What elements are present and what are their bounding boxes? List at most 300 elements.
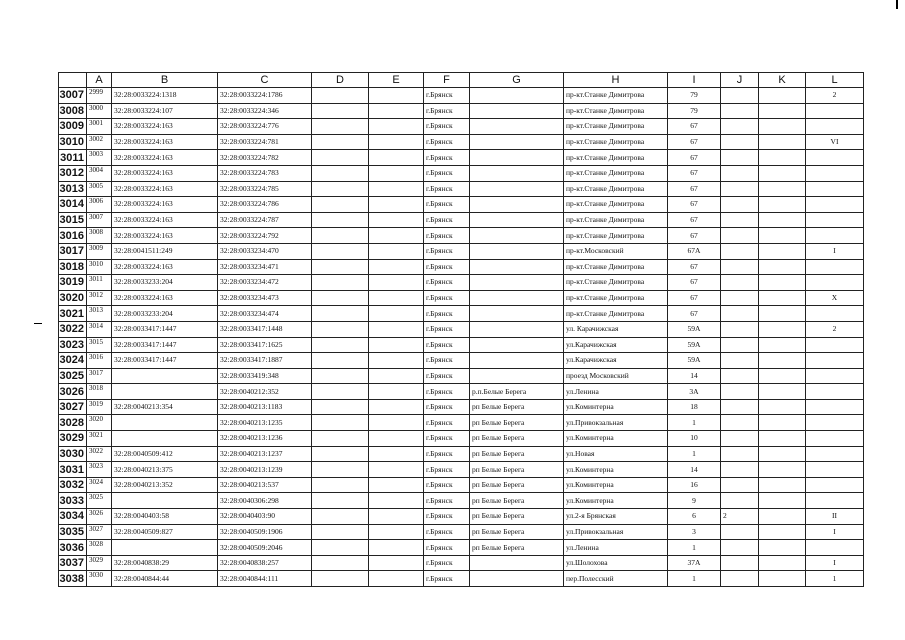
cell-street[interactable]: пер.Полесский	[564, 571, 668, 587]
row-number[interactable]: 3034	[59, 509, 87, 525]
cell-d[interactable]	[312, 119, 369, 135]
cell-l[interactable]: I	[806, 555, 864, 571]
cell-e[interactable]	[369, 103, 424, 119]
cell-parcel[interactable]: 32:28:0040509:827	[112, 524, 218, 540]
cell-parcel[interactable]: 32:28:0033224:163	[112, 212, 218, 228]
cell-house[interactable]: 67	[668, 181, 721, 197]
cell-j[interactable]	[721, 368, 759, 384]
cell-house[interactable]: 1	[668, 446, 721, 462]
cell-parcel[interactable]: 32:28:0033224:163	[112, 150, 218, 166]
cell-k[interactable]	[759, 555, 806, 571]
cell-d[interactable]	[312, 399, 369, 415]
cell-street[interactable]: ул. Карачижская	[564, 321, 668, 337]
cell-cadastral[interactable]: 32:28:0040509:1906	[218, 524, 312, 540]
cell-house[interactable]: 67	[668, 212, 721, 228]
cell-l[interactable]	[806, 228, 864, 244]
cell-cadastral[interactable]: 32:28:0033224:787	[218, 212, 312, 228]
cell-j[interactable]	[721, 571, 759, 587]
cell-k[interactable]	[759, 197, 806, 213]
cell-seq[interactable]: 3022	[87, 446, 112, 462]
cell-k[interactable]	[759, 275, 806, 291]
cell-parcel[interactable]	[112, 431, 218, 447]
cell-parcel[interactable]: 32:28:0033224:163	[112, 181, 218, 197]
cell-d[interactable]	[312, 353, 369, 369]
cell-cadastral[interactable]: 32:28:0033224:346	[218, 103, 312, 119]
cell-j[interactable]	[721, 399, 759, 415]
cell-cadastral[interactable]: 32:28:0033224:785	[218, 181, 312, 197]
cell-street[interactable]: ул.Коминтерна	[564, 431, 668, 447]
cell-seq[interactable]: 3017	[87, 368, 112, 384]
cell-l[interactable]	[806, 493, 864, 509]
cell-l[interactable]	[806, 384, 864, 400]
cell-city[interactable]: г.Брянск	[424, 88, 470, 104]
cell-street[interactable]: пр-кт.Станке Димитрова	[564, 165, 668, 181]
cell-l[interactable]	[806, 212, 864, 228]
cell-parcel[interactable]: 32:28:0033417:1447	[112, 321, 218, 337]
cell-j[interactable]	[721, 321, 759, 337]
cell-l[interactable]	[806, 197, 864, 213]
column-header-h[interactable]: H	[564, 73, 668, 88]
cell-e[interactable]	[369, 399, 424, 415]
cell-d[interactable]	[312, 493, 369, 509]
cell-seq[interactable]: 3004	[87, 165, 112, 181]
cell-house[interactable]: 67	[668, 119, 721, 135]
cell-e[interactable]	[369, 540, 424, 556]
cell-l[interactable]: 2	[806, 88, 864, 104]
cell-e[interactable]	[369, 259, 424, 275]
column-header-b[interactable]: B	[112, 73, 218, 88]
cell-seq[interactable]: 3000	[87, 103, 112, 119]
cell-e[interactable]	[369, 384, 424, 400]
cell-house[interactable]: 18	[668, 399, 721, 415]
cell-j[interactable]	[721, 88, 759, 104]
row-number[interactable]: 3010	[59, 134, 87, 150]
cell-e[interactable]	[369, 509, 424, 525]
cell-d[interactable]	[312, 571, 369, 587]
cell-street[interactable]: ул.Коминтерна	[564, 462, 668, 478]
column-header-j[interactable]: J	[721, 73, 759, 88]
cell-cadastral[interactable]: 32:28:0033234:470	[218, 243, 312, 259]
cell-d[interactable]	[312, 103, 369, 119]
cell-j[interactable]	[721, 337, 759, 353]
cell-e[interactable]	[369, 243, 424, 259]
cell-e[interactable]	[369, 321, 424, 337]
cell-street[interactable]: ул.Шолохова	[564, 555, 668, 571]
cell-seq[interactable]: 3028	[87, 540, 112, 556]
cell-e[interactable]	[369, 306, 424, 322]
cell-city[interactable]: г.Брянск	[424, 337, 470, 353]
cell-k[interactable]	[759, 571, 806, 587]
cell-e[interactable]	[369, 493, 424, 509]
cell-j[interactable]	[721, 243, 759, 259]
cell-e[interactable]	[369, 446, 424, 462]
cell-d[interactable]	[312, 368, 369, 384]
cell-d[interactable]	[312, 197, 369, 213]
cell-seq[interactable]: 3003	[87, 150, 112, 166]
cell-j[interactable]	[721, 150, 759, 166]
cell-k[interactable]	[759, 243, 806, 259]
cell-house[interactable]: 67	[668, 165, 721, 181]
cell-street[interactable]: ул.2-я Брянская	[564, 509, 668, 525]
cell-k[interactable]	[759, 353, 806, 369]
cell-k[interactable]	[759, 306, 806, 322]
cell-seq[interactable]: 3002	[87, 134, 112, 150]
cell-seq[interactable]: 3015	[87, 337, 112, 353]
cell-house[interactable]: 3А	[668, 384, 721, 400]
cell-street[interactable]: ул.Ленина	[564, 540, 668, 556]
column-header-g[interactable]: G	[470, 73, 564, 88]
cell-l[interactable]	[806, 399, 864, 415]
cell-settlement[interactable]: рп Белые Берега	[470, 540, 564, 556]
cell-city[interactable]: г.Брянск	[424, 306, 470, 322]
cell-settlement[interactable]: р.п.Белые Берега	[470, 384, 564, 400]
cell-l[interactable]	[806, 446, 864, 462]
cell-house[interactable]: 14	[668, 462, 721, 478]
cell-city[interactable]: г.Брянск	[424, 540, 470, 556]
cell-d[interactable]	[312, 88, 369, 104]
cell-cadastral[interactable]: 32:28:0033234:472	[218, 275, 312, 291]
cell-seq[interactable]: 3019	[87, 399, 112, 415]
cell-j[interactable]	[721, 555, 759, 571]
cell-l[interactable]	[806, 540, 864, 556]
cell-house[interactable]: 59А	[668, 321, 721, 337]
cell-e[interactable]	[369, 555, 424, 571]
cell-l[interactable]: 2	[806, 321, 864, 337]
cell-city[interactable]: г.Брянск	[424, 197, 470, 213]
cell-k[interactable]	[759, 134, 806, 150]
cell-house[interactable]: 67	[668, 150, 721, 166]
cell-house[interactable]: 3	[668, 524, 721, 540]
column-header-d[interactable]: D	[312, 73, 369, 88]
row-number[interactable]: 3024	[59, 353, 87, 369]
cell-parcel[interactable]: 32:28:0040403:58	[112, 509, 218, 525]
cell-house[interactable]: 14	[668, 368, 721, 384]
row-number[interactable]: 3026	[59, 384, 87, 400]
cell-k[interactable]	[759, 509, 806, 525]
row-number[interactable]: 3037	[59, 555, 87, 571]
cell-e[interactable]	[369, 524, 424, 540]
cell-house[interactable]: 16	[668, 477, 721, 493]
cell-seq[interactable]: 3026	[87, 509, 112, 525]
cell-seq[interactable]: 3009	[87, 243, 112, 259]
cell-d[interactable]	[312, 165, 369, 181]
cell-l[interactable]	[806, 431, 864, 447]
cell-city[interactable]: г.Брянск	[424, 353, 470, 369]
cell-e[interactable]	[369, 431, 424, 447]
cell-k[interactable]	[759, 259, 806, 275]
cell-d[interactable]	[312, 275, 369, 291]
row-number[interactable]: 3036	[59, 540, 87, 556]
cell-street[interactable]: пр-кт.Станке Димитрова	[564, 103, 668, 119]
cell-parcel[interactable]: 32:28:0040213:354	[112, 399, 218, 415]
cell-e[interactable]	[369, 212, 424, 228]
cell-settlement[interactable]: рп Белые Берега	[470, 493, 564, 509]
cell-d[interactable]	[312, 212, 369, 228]
cell-j[interactable]	[721, 197, 759, 213]
cell-e[interactable]	[369, 477, 424, 493]
cell-city[interactable]: г.Брянск	[424, 275, 470, 291]
row-number[interactable]: 3017	[59, 243, 87, 259]
cell-j[interactable]	[721, 493, 759, 509]
row-number[interactable]: 3015	[59, 212, 87, 228]
cell-parcel[interactable]: 32:28:0040509:412	[112, 446, 218, 462]
cell-settlement[interactable]: рп Белые Берега	[470, 415, 564, 431]
cell-street[interactable]: пр-кт.Станке Димитрова	[564, 197, 668, 213]
cell-seq[interactable]: 3005	[87, 181, 112, 197]
cell-e[interactable]	[369, 150, 424, 166]
cell-j[interactable]	[721, 306, 759, 322]
cell-cadastral[interactable]: 32:28:0033224:786	[218, 197, 312, 213]
cell-l[interactable]	[806, 150, 864, 166]
row-number[interactable]: 3033	[59, 493, 87, 509]
cell-house[interactable]: 59А	[668, 337, 721, 353]
cell-k[interactable]	[759, 228, 806, 244]
cell-street[interactable]: пр-кт.Станке Димитрова	[564, 259, 668, 275]
row-number[interactable]: 3038	[59, 571, 87, 587]
cell-d[interactable]	[312, 259, 369, 275]
cell-d[interactable]	[312, 524, 369, 540]
cell-parcel[interactable]: 32:28:0040838:29	[112, 555, 218, 571]
cell-parcel[interactable]: 32:28:0033224:163	[112, 165, 218, 181]
cell-l[interactable]	[806, 462, 864, 478]
cell-settlement[interactable]	[470, 88, 564, 104]
cell-cadastral[interactable]: 32:28:0033224:782	[218, 150, 312, 166]
cell-street[interactable]: пр-кт.Станке Димитрова	[564, 119, 668, 135]
cell-j[interactable]	[721, 290, 759, 306]
cell-house[interactable]: 1	[668, 415, 721, 431]
cell-settlement[interactable]	[470, 228, 564, 244]
cell-j[interactable]	[721, 384, 759, 400]
cell-street[interactable]: ул.Привокзальная	[564, 415, 668, 431]
cell-house[interactable]: 67	[668, 290, 721, 306]
cell-house[interactable]: 67	[668, 197, 721, 213]
cell-cadastral[interactable]: 32:28:0033224:776	[218, 119, 312, 135]
cell-j[interactable]	[721, 165, 759, 181]
cell-settlement[interactable]: рп Белые Берега	[470, 446, 564, 462]
row-number[interactable]: 3027	[59, 399, 87, 415]
cell-e[interactable]	[369, 165, 424, 181]
cell-parcel[interactable]	[112, 540, 218, 556]
cell-street[interactable]: пр-кт.Московский	[564, 243, 668, 259]
row-number[interactable]: 3014	[59, 197, 87, 213]
cell-k[interactable]	[759, 477, 806, 493]
cell-city[interactable]: г.Брянск	[424, 431, 470, 447]
cell-settlement[interactable]	[470, 212, 564, 228]
cell-seq[interactable]: 3020	[87, 415, 112, 431]
cell-seq[interactable]: 3001	[87, 119, 112, 135]
cell-city[interactable]: г.Брянск	[424, 134, 470, 150]
cell-city[interactable]: г.Брянск	[424, 384, 470, 400]
cell-j[interactable]	[721, 259, 759, 275]
cell-d[interactable]	[312, 337, 369, 353]
cell-street[interactable]: ул.Новая	[564, 446, 668, 462]
cell-cadastral[interactable]: 32:28:0040403:90	[218, 509, 312, 525]
cell-d[interactable]	[312, 477, 369, 493]
cell-e[interactable]	[369, 275, 424, 291]
row-number[interactable]: 3013	[59, 181, 87, 197]
cell-parcel[interactable]: 32:28:0033224:163	[112, 119, 218, 135]
cell-e[interactable]	[369, 134, 424, 150]
cell-seq[interactable]: 3021	[87, 431, 112, 447]
cell-e[interactable]	[369, 119, 424, 135]
cell-street[interactable]: пр-кт.Станке Димитрова	[564, 181, 668, 197]
cell-settlement[interactable]	[470, 259, 564, 275]
cell-l[interactable]	[806, 477, 864, 493]
cell-cadastral[interactable]: 32:28:0033417:1887	[218, 353, 312, 369]
column-header-i[interactable]: I	[668, 73, 721, 88]
cell-e[interactable]	[369, 337, 424, 353]
cell-cadastral[interactable]: 32:28:0040213:1239	[218, 462, 312, 478]
cell-house[interactable]: 67	[668, 259, 721, 275]
cell-seq[interactable]: 3006	[87, 197, 112, 213]
cell-l[interactable]	[806, 259, 864, 275]
cell-cadastral[interactable]: 32:28:0033234:474	[218, 306, 312, 322]
cell-house[interactable]: 1	[668, 540, 721, 556]
cell-d[interactable]	[312, 415, 369, 431]
row-number[interactable]: 3031	[59, 462, 87, 478]
cell-j[interactable]	[721, 134, 759, 150]
cell-parcel[interactable]	[112, 493, 218, 509]
cell-k[interactable]	[759, 212, 806, 228]
cell-d[interactable]	[312, 462, 369, 478]
cell-house[interactable]: 9	[668, 493, 721, 509]
cell-parcel[interactable]: 32:28:0033224:163	[112, 228, 218, 244]
cell-street[interactable]: пр-кт.Станке Димитрова	[564, 290, 668, 306]
cell-j[interactable]	[721, 415, 759, 431]
cell-k[interactable]	[759, 290, 806, 306]
cell-settlement[interactable]	[470, 368, 564, 384]
cell-city[interactable]: г.Брянск	[424, 399, 470, 415]
cell-seq[interactable]: 2999	[87, 88, 112, 104]
cell-settlement[interactable]: рп Белые Берега	[470, 524, 564, 540]
column-header-a[interactable]: A	[87, 73, 112, 88]
cell-seq[interactable]: 3018	[87, 384, 112, 400]
cell-j[interactable]	[721, 462, 759, 478]
cell-house[interactable]: 79	[668, 88, 721, 104]
cell-k[interactable]	[759, 368, 806, 384]
cell-d[interactable]	[312, 509, 369, 525]
cell-cadastral[interactable]: 32:28:0033419:348	[218, 368, 312, 384]
cell-cadastral[interactable]: 32:28:0040213:537	[218, 477, 312, 493]
cell-city[interactable]: г.Брянск	[424, 509, 470, 525]
cell-k[interactable]	[759, 321, 806, 337]
cell-parcel[interactable]: 32:28:0041511:249	[112, 243, 218, 259]
cell-d[interactable]	[312, 431, 369, 447]
cell-d[interactable]	[312, 555, 369, 571]
cell-parcel[interactable]: 32:28:0033417:1447	[112, 337, 218, 353]
row-number[interactable]: 3028	[59, 415, 87, 431]
row-number[interactable]: 3021	[59, 306, 87, 322]
cell-house[interactable]: 67	[668, 306, 721, 322]
cell-city[interactable]: г.Брянск	[424, 321, 470, 337]
cell-j[interactable]	[721, 353, 759, 369]
cell-parcel[interactable]: 32:28:0033224:163	[112, 290, 218, 306]
cell-cadastral[interactable]: 32:28:0040213:1237	[218, 446, 312, 462]
row-number[interactable]: 3011	[59, 150, 87, 166]
cell-e[interactable]	[369, 290, 424, 306]
cell-k[interactable]	[759, 446, 806, 462]
cell-d[interactable]	[312, 228, 369, 244]
cell-l[interactable]: II	[806, 509, 864, 525]
cell-cadastral[interactable]: 32:28:0033224:1786	[218, 88, 312, 104]
cell-seq[interactable]: 3024	[87, 477, 112, 493]
cell-d[interactable]	[312, 384, 369, 400]
row-number[interactable]: 3008	[59, 103, 87, 119]
cell-house[interactable]: 6	[668, 509, 721, 525]
cell-settlement[interactable]	[470, 306, 564, 322]
cell-seq[interactable]: 3023	[87, 462, 112, 478]
cell-settlement[interactable]	[470, 275, 564, 291]
cell-d[interactable]	[312, 321, 369, 337]
cell-seq[interactable]: 3027	[87, 524, 112, 540]
cell-settlement[interactable]	[470, 571, 564, 587]
cell-street[interactable]: пр-кт.Станке Димитрова	[564, 212, 668, 228]
cell-settlement[interactable]	[470, 353, 564, 369]
cell-cadastral[interactable]: 32:28:0033224:781	[218, 134, 312, 150]
cell-city[interactable]: г.Брянск	[424, 259, 470, 275]
row-number[interactable]: 3007	[59, 88, 87, 104]
cell-seq[interactable]: 3030	[87, 571, 112, 587]
cell-cadastral[interactable]: 32:28:0040844:111	[218, 571, 312, 587]
cell-settlement[interactable]	[470, 103, 564, 119]
cell-street[interactable]: ул.Ленина	[564, 384, 668, 400]
cell-settlement[interactable]	[470, 321, 564, 337]
cell-j[interactable]	[721, 431, 759, 447]
row-number[interactable]: 3012	[59, 165, 87, 181]
cell-street[interactable]: ул.Карачижская	[564, 353, 668, 369]
row-number[interactable]: 3025	[59, 368, 87, 384]
cell-d[interactable]	[312, 540, 369, 556]
cell-seq[interactable]: 3010	[87, 259, 112, 275]
cell-l[interactable]: I	[806, 524, 864, 540]
cell-parcel[interactable]	[112, 368, 218, 384]
cell-settlement[interactable]	[470, 165, 564, 181]
cell-k[interactable]	[759, 399, 806, 415]
cell-settlement[interactable]: рп Белые Берега	[470, 399, 564, 415]
cell-cadastral[interactable]: 32:28:0040509:2046	[218, 540, 312, 556]
cell-l[interactable]	[806, 353, 864, 369]
cell-k[interactable]	[759, 462, 806, 478]
cell-l[interactable]	[806, 181, 864, 197]
column-header-l[interactable]: L	[806, 73, 864, 88]
row-number[interactable]: 3035	[59, 524, 87, 540]
cell-cadastral[interactable]: 32:28:0040213:1183	[218, 399, 312, 415]
cell-l[interactable]	[806, 306, 864, 322]
cell-settlement[interactable]: рп Белые Берега	[470, 431, 564, 447]
cell-cadastral[interactable]: 32:28:0040212:352	[218, 384, 312, 400]
cell-j[interactable]	[721, 477, 759, 493]
cell-city[interactable]: г.Брянск	[424, 243, 470, 259]
cell-d[interactable]	[312, 181, 369, 197]
cell-settlement[interactable]: рп Белые Берега	[470, 477, 564, 493]
cell-seq[interactable]: 3014	[87, 321, 112, 337]
cell-city[interactable]: г.Брянск	[424, 524, 470, 540]
cell-d[interactable]	[312, 306, 369, 322]
cell-k[interactable]	[759, 431, 806, 447]
cell-city[interactable]: г.Брянск	[424, 446, 470, 462]
cell-k[interactable]	[759, 150, 806, 166]
cell-parcel[interactable]: 32:28:0033224:163	[112, 259, 218, 275]
cell-city[interactable]: г.Брянск	[424, 165, 470, 181]
cell-parcel[interactable]: 32:28:0033233:204	[112, 306, 218, 322]
row-number[interactable]: 3018	[59, 259, 87, 275]
cell-l[interactable]	[806, 368, 864, 384]
cell-street[interactable]: проезд Московский	[564, 368, 668, 384]
cell-cadastral[interactable]: 32:28:0040213:1236	[218, 431, 312, 447]
cell-l[interactable]	[806, 119, 864, 135]
cell-cadastral[interactable]: 32:28:0033234:473	[218, 290, 312, 306]
cell-street[interactable]: пр-кт.Станке Димитрова	[564, 228, 668, 244]
